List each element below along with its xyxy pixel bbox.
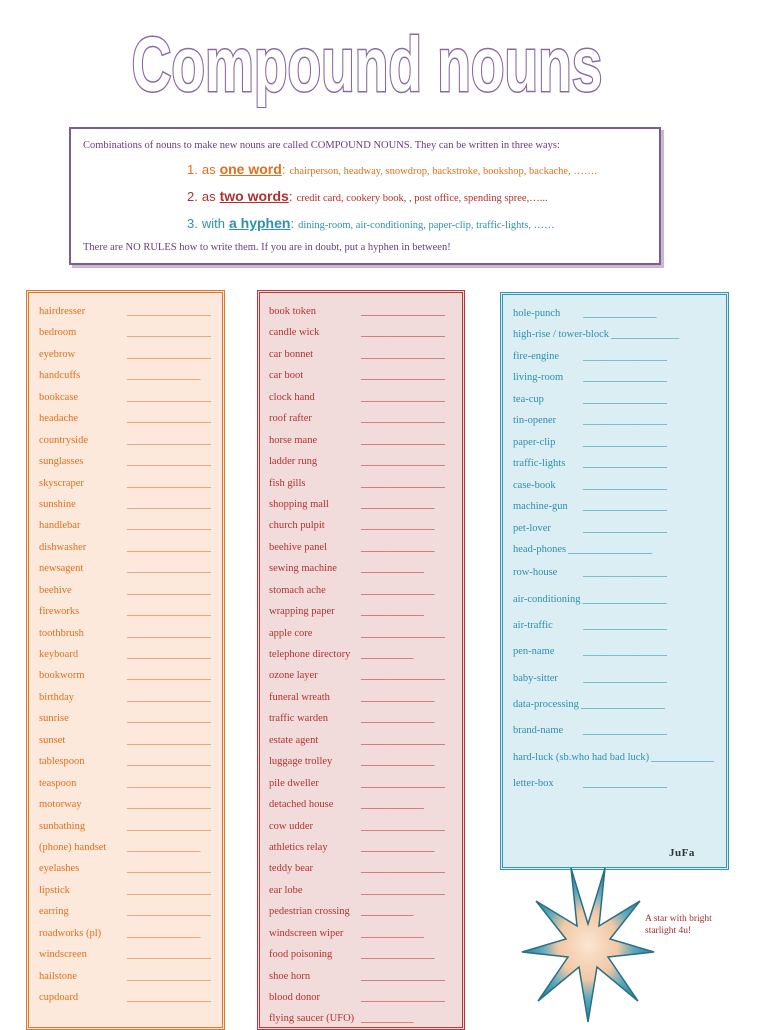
- compound-word: sewing machine: [269, 563, 337, 575]
- rule-keyword: two words: [219, 188, 289, 204]
- answer-blank: ________________: [361, 970, 445, 982]
- answer-blank: ________________: [583, 479, 667, 491]
- word-item: [39, 387, 222, 408]
- word-item: [269, 730, 462, 751]
- answer-blank: ________________: [361, 456, 445, 468]
- word-item: [39, 601, 222, 622]
- compound-word: sunbathing: [39, 820, 86, 832]
- compound-word: handlebar: [39, 520, 81, 532]
- rule-number: 3.: [187, 216, 198, 231]
- word-item: [513, 346, 726, 367]
- word-item: [39, 730, 222, 751]
- compound-word: tablespoon: [39, 756, 85, 768]
- compound-word: church pulpit: [269, 520, 325, 532]
- compound-word: brand-name: [513, 725, 564, 737]
- compound-word: machine-gun: [513, 501, 568, 513]
- answer-blank: ________________: [127, 863, 211, 875]
- answer-blank: ________________: [127, 456, 211, 468]
- title-graphic: [0, 8, 768, 108]
- answer-blank: ________________: [127, 413, 211, 425]
- answer-blank: ________________: [127, 563, 211, 575]
- compound-word: birthday: [39, 691, 74, 703]
- compound-word: ladder rung: [269, 456, 318, 468]
- rule-keyword: one word: [219, 161, 282, 177]
- answer-blank: ________________: [583, 350, 667, 362]
- word-item: [513, 560, 726, 586]
- compound-word: data-processing: [513, 698, 579, 710]
- compound-word: flying saucer (UFO): [269, 1013, 355, 1025]
- word-item: [513, 496, 726, 517]
- answer-blank: ________________: [583, 393, 667, 405]
- answer-blank: ______________: [127, 927, 201, 939]
- answer-blank: ________________: [361, 820, 445, 832]
- word-item: [39, 301, 222, 322]
- word-item: [39, 451, 222, 472]
- word-item: [269, 944, 462, 965]
- compound-word: roof rafter: [269, 413, 312, 425]
- word-item: [269, 644, 462, 665]
- word-item: [513, 303, 726, 324]
- answer-blank: ________________: [127, 434, 211, 446]
- answer-blank: ________________: [127, 306, 211, 317]
- word-list: [260, 293, 462, 1030]
- rule-colon: :: [290, 216, 295, 231]
- answer-blank: ________________: [361, 670, 445, 682]
- answer-blank: ________________: [583, 672, 667, 684]
- word-item: [513, 432, 726, 453]
- word-item: [269, 365, 462, 386]
- answer-blank: ____________: [361, 563, 424, 575]
- word-item: [39, 365, 222, 386]
- answer-blank: ________________: [580, 698, 665, 710]
- compound-word: air-traffic: [513, 620, 553, 632]
- answer-blank: ________________: [127, 584, 211, 596]
- answer-blank: ________________: [361, 434, 445, 446]
- compound-word: teaspoon: [39, 777, 77, 789]
- compound-word: pedestrian crossing: [269, 906, 350, 918]
- compound-word: traffic-lights: [513, 458, 566, 470]
- answer-blank: ________________: [583, 777, 667, 789]
- word-item: [513, 475, 726, 496]
- answer-blank: ____________: [361, 606, 424, 618]
- compound-word: detached house: [269, 799, 334, 811]
- answer-blank: _____________: [611, 329, 680, 341]
- word-item: [39, 816, 222, 837]
- word-item: [39, 623, 222, 644]
- compound-word: baby-sitter: [513, 672, 558, 684]
- compound-word: hailstone: [39, 970, 77, 982]
- word-item: [39, 537, 222, 558]
- answer-blank: ______________: [361, 520, 435, 532]
- compound-word: keyboard: [39, 649, 79, 660]
- rule-number: 1.: [187, 162, 198, 177]
- word-item: [269, 923, 462, 944]
- compound-word: hairdresser: [39, 306, 86, 317]
- word-item: [269, 751, 462, 772]
- answer-blank: ________________: [127, 949, 211, 961]
- answer-blank: ________________: [361, 306, 445, 317]
- compound-word: dishwasher: [39, 541, 87, 553]
- compound-word: bookworm: [39, 670, 85, 682]
- answer-blank: ______________: [361, 541, 435, 553]
- compound-word: funeral wreath: [269, 691, 330, 703]
- word-item: [269, 558, 462, 579]
- answer-blank: ________________: [127, 970, 211, 982]
- compound-word: pen-name: [513, 646, 555, 658]
- word-item: [269, 1008, 462, 1029]
- compound-word: tin-opener: [513, 415, 557, 427]
- answer-blank: ________________: [583, 436, 667, 448]
- answer-blank: ________________: [361, 348, 445, 360]
- rule-hyphen: [187, 211, 647, 238]
- compound-word: (phone) handset: [39, 841, 107, 853]
- word-item: [39, 644, 222, 665]
- word-item: [269, 837, 462, 858]
- intro-text: Combinations of nouns to make new nouns are called COMPOUND NOUNS. They can be written in three ways:: [83, 140, 560, 151]
- word-list: [503, 295, 726, 797]
- word-item: [39, 901, 222, 922]
- compound-word: roadworks (pl): [39, 927, 102, 939]
- compound-word: estate agent: [269, 734, 319, 746]
- answer-blank: ______________: [361, 498, 435, 510]
- word-item: [269, 301, 462, 322]
- answer-blank: ____________: [651, 751, 715, 763]
- answer-blank: ________________: [583, 620, 667, 632]
- rule-prefix: with: [201, 216, 225, 231]
- compound-word: car bonnet: [269, 348, 314, 360]
- compound-word: sunset: [39, 734, 66, 746]
- compound-word: teddy bear: [269, 863, 314, 875]
- compound-word: handcuffs: [39, 370, 81, 382]
- answer-blank: ________________: [582, 593, 667, 605]
- answer-blank: ________________: [127, 391, 211, 403]
- answer-blank: ________________: [127, 348, 211, 360]
- word-item: [39, 322, 222, 343]
- word-item: [269, 816, 462, 837]
- word-item: [39, 494, 222, 515]
- word-item: [39, 751, 222, 772]
- answer-blank: ________________: [361, 413, 445, 425]
- answer-blank: ________________: [583, 567, 667, 579]
- answer-blank: ________________: [127, 820, 211, 832]
- word-item: [39, 687, 222, 708]
- word-item: [513, 692, 726, 718]
- compound-word: eyelashes: [39, 863, 80, 875]
- word-item: [513, 324, 726, 345]
- compound-word: hard-luck (sb.who had bad luck): [513, 751, 650, 763]
- word-item: [39, 944, 222, 965]
- answer-blank: ________________: [127, 649, 211, 660]
- word-item: [513, 718, 726, 744]
- answer-blank: ________________: [583, 646, 667, 658]
- author-signature: JuFa: [669, 847, 695, 859]
- compound-word: book token: [269, 306, 316, 317]
- word-item: [269, 708, 462, 729]
- two-words-column: [257, 290, 465, 1030]
- compound-word: sunrise: [39, 713, 69, 725]
- answer-blank: ________________: [361, 370, 445, 382]
- compound-word: wrapping paper: [269, 606, 335, 618]
- word-item: [39, 923, 222, 944]
- word-item: [269, 430, 462, 451]
- word-item: [269, 773, 462, 794]
- word-item: [39, 794, 222, 815]
- rule-examples: dining-room, air-conditioning, paper-clip, traffic-lights, ……: [298, 220, 555, 231]
- answer-blank: ________________: [127, 520, 211, 532]
- rule-examples: chairperson, headway, snowdrop, backstroke, bookshop, backache, …….: [289, 166, 597, 177]
- answer-blank: ________________: [583, 372, 667, 384]
- star-caption: A star with bright starlight 4u!: [645, 914, 712, 936]
- compound-word: head-phones: [513, 543, 567, 555]
- compound-word: high-rise / tower-block: [513, 329, 610, 341]
- compound-word: windscreen wiper: [269, 927, 344, 939]
- word-item: [39, 708, 222, 729]
- compound-word: beehive panel: [269, 541, 328, 553]
- compound-word: ozone layer: [269, 670, 318, 682]
- compound-word: tea-cup: [513, 393, 544, 405]
- word-item: [269, 901, 462, 922]
- compound-word: car boot: [269, 370, 304, 382]
- answer-blank: __________: [361, 906, 414, 918]
- compound-word: cow udder: [269, 820, 314, 832]
- page-title: Compound nouns: [131, 22, 603, 108]
- compound-word: blood donor: [269, 992, 321, 1003]
- hyphen-column: [500, 292, 729, 870]
- compound-word: fire-engine: [513, 350, 560, 362]
- word-item: [39, 408, 222, 429]
- answer-blank: ______________: [583, 308, 657, 319]
- answer-blank: ________________: [361, 734, 445, 746]
- word-item: [269, 687, 462, 708]
- compound-word: pet-lover: [513, 522, 551, 534]
- word-item: [39, 880, 222, 901]
- word-item: [269, 580, 462, 601]
- title-banner: [0, 8, 768, 108]
- rule-prefix: as: [201, 189, 216, 204]
- word-item: [513, 367, 726, 388]
- answer-blank: ________________: [127, 691, 211, 703]
- answer-blank: ______________: [127, 370, 201, 382]
- compound-word: windscreen: [39, 949, 87, 961]
- word-item: [39, 987, 222, 1008]
- word-item: [39, 858, 222, 879]
- compound-word: newsagent: [39, 563, 84, 575]
- word-item: [513, 613, 726, 639]
- compound-word: eyebrow: [39, 348, 76, 360]
- answer-blank: ________________: [127, 541, 211, 553]
- answer-blank: ________________: [361, 777, 445, 789]
- answer-blank: __________: [361, 1013, 414, 1025]
- compound-word: apple core: [269, 627, 313, 639]
- answer-blank: ______________: [127, 841, 201, 853]
- rule-colon: :: [288, 189, 293, 204]
- answer-blank: ________________: [127, 627, 211, 639]
- rule-keyword: a hyphen: [228, 215, 291, 231]
- compound-word: clock hand: [269, 391, 315, 403]
- compound-word: motorway: [39, 799, 82, 811]
- answer-blank: ________________: [583, 725, 667, 737]
- word-item: [269, 623, 462, 644]
- compound-word: bookcase: [39, 391, 79, 403]
- word-item: [269, 858, 462, 879]
- word-item: [269, 387, 462, 408]
- answer-blank: ________________: [361, 884, 445, 896]
- compound-word: sunshine: [39, 498, 76, 510]
- word-item: [513, 539, 726, 560]
- answer-blank: ____________: [361, 927, 424, 939]
- word-item: [39, 837, 222, 858]
- compound-word: lipstick: [39, 884, 70, 896]
- compound-word: beehive: [39, 584, 72, 596]
- rule-colon: :: [281, 162, 286, 177]
- word-item: [513, 587, 726, 613]
- answer-blank: ________________: [127, 713, 211, 725]
- answer-blank: ______________: [361, 691, 435, 703]
- answer-blank: ________________: [127, 777, 211, 789]
- compound-word: pile dweller: [269, 777, 319, 789]
- compound-word: toothbrush: [39, 627, 84, 639]
- answer-blank: ________________: [361, 992, 445, 1003]
- answer-blank: ________________: [583, 522, 667, 534]
- answer-blank: ______________: [361, 949, 435, 961]
- answer-blank: ________________: [127, 327, 211, 339]
- compound-word: cupdoard: [39, 992, 79, 1003]
- compound-word: fish gills: [269, 477, 306, 489]
- word-item: [269, 451, 462, 472]
- answer-blank: ____________: [361, 799, 424, 811]
- compound-word: stomach ache: [269, 584, 326, 596]
- word-item: [269, 344, 462, 365]
- word-item: [269, 601, 462, 622]
- compound-word: headache: [39, 413, 79, 425]
- word-item: [269, 794, 462, 815]
- compound-word: case-book: [513, 479, 556, 491]
- answer-blank: ________________: [127, 884, 211, 896]
- word-item: [39, 773, 222, 794]
- compound-word: countryside: [39, 434, 88, 446]
- word-item: [39, 473, 222, 494]
- answer-blank: ________________: [361, 863, 445, 875]
- compound-word: telephone directory: [269, 649, 351, 660]
- word-item: [513, 745, 726, 771]
- answer-blank: ______________: [361, 756, 435, 768]
- answer-blank: ________________: [361, 627, 445, 639]
- compound-word: row-house: [513, 567, 558, 579]
- word-item: [39, 665, 222, 686]
- word-item: [513, 389, 726, 410]
- word-item: [269, 322, 462, 343]
- one-word-column: [26, 290, 225, 1030]
- compound-word: sunglasses: [39, 456, 84, 468]
- answer-blank: ________________: [361, 477, 445, 489]
- answer-blank: ________________: [127, 670, 211, 682]
- intro-box: [69, 127, 661, 265]
- word-item: [269, 880, 462, 901]
- answer-blank: ________________: [127, 906, 211, 918]
- word-item: [269, 408, 462, 429]
- compound-word: food poisoning: [269, 949, 333, 961]
- compound-word: living-room: [513, 372, 564, 384]
- compound-word: horse mane: [269, 434, 318, 446]
- answer-blank: ________________: [127, 799, 211, 811]
- rule-number: 2.: [187, 189, 198, 204]
- answer-blank: __________: [361, 649, 414, 660]
- compound-word: luggage trolley: [269, 756, 333, 768]
- answer-blank: ________________: [127, 734, 211, 746]
- word-item: [39, 580, 222, 601]
- answer-blank: ________________: [583, 501, 667, 513]
- compound-word: shoe horn: [269, 970, 311, 982]
- rule-examples: credit card, cookery book, , post office, spending spree,…...: [296, 193, 548, 204]
- compound-word: shopping mall: [269, 498, 329, 510]
- word-item: [269, 537, 462, 558]
- compound-word: skyscraper: [39, 477, 84, 489]
- compound-word: candle wick: [269, 327, 320, 339]
- answer-blank: ______________: [361, 841, 435, 853]
- word-item: [513, 453, 726, 474]
- word-item: [513, 666, 726, 692]
- intro-note: There are NO RULES how to write them. If you are in doubt, put a hyphen in between!: [83, 242, 451, 253]
- word-item: [39, 558, 222, 579]
- word-item: [39, 344, 222, 365]
- answer-blank: ________________: [583, 415, 667, 427]
- answer-blank: ________________: [127, 498, 211, 510]
- answer-blank: ________________: [127, 756, 211, 768]
- answer-blank: ________________: [127, 992, 211, 1003]
- compound-word: air-conditioning: [513, 593, 581, 605]
- word-item: [513, 771, 726, 797]
- word-item: [269, 966, 462, 987]
- compound-word: traffic warden: [269, 713, 328, 725]
- compound-word: athletics relay: [269, 841, 328, 853]
- word-item: [39, 515, 222, 536]
- answer-blank: ______________: [361, 713, 435, 725]
- compound-word: paper-clip: [513, 436, 556, 448]
- rule-one-word: [187, 157, 647, 184]
- compound-word: letter-box: [513, 777, 554, 789]
- compound-word: fireworks: [39, 606, 80, 618]
- rule-two-words: [187, 184, 647, 211]
- compound-word: bedroom: [39, 327, 77, 339]
- word-item: [269, 665, 462, 686]
- answer-blank: ________________: [127, 606, 211, 618]
- star-icon: [520, 866, 656, 1024]
- compound-word: ear lobe: [269, 884, 303, 896]
- answer-blank: ________________: [361, 391, 445, 403]
- answer-blank: ________________: [583, 458, 667, 470]
- answer-blank: ______________: [361, 584, 435, 596]
- word-item: [39, 430, 222, 451]
- word-item: [513, 518, 726, 539]
- compound-word: hole-punch: [513, 308, 561, 319]
- word-item: [269, 494, 462, 515]
- compound-word: earring: [39, 906, 69, 918]
- word-item: [269, 473, 462, 494]
- answer-blank: ________________: [361, 327, 445, 339]
- word-list: [29, 293, 222, 1008]
- answer-blank: ________________: [568, 543, 653, 555]
- word-item: [513, 410, 726, 431]
- word-item: [39, 966, 222, 987]
- word-item: [513, 639, 726, 665]
- word-item: [269, 987, 462, 1008]
- word-item: [269, 515, 462, 536]
- answer-blank: ________________: [127, 477, 211, 489]
- rule-prefix: as: [201, 162, 216, 177]
